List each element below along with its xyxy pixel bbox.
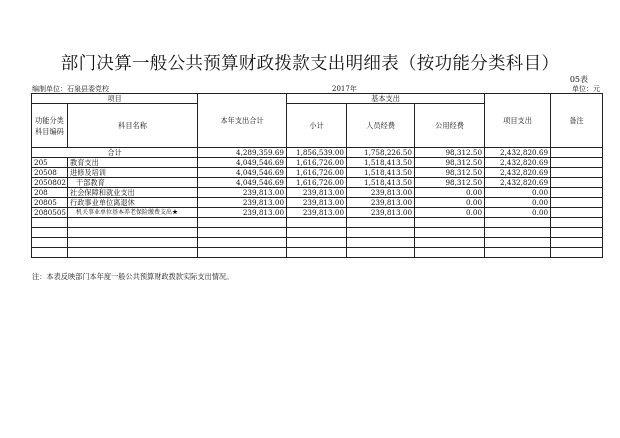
cell-personnel: 239,813.00 bbox=[347, 208, 415, 218]
empty-cell bbox=[551, 248, 603, 258]
empty-cell bbox=[68, 228, 198, 238]
cell-total: 4,049,546.69 bbox=[198, 168, 287, 178]
cell-project: 2,432,820.69 bbox=[485, 148, 551, 158]
empty-row bbox=[32, 228, 603, 238]
cell-name: 机关事业单位基本养老保险缴费支出★ bbox=[68, 208, 198, 218]
cell-personnel: 239,813.00 bbox=[347, 198, 415, 208]
empty-cell bbox=[68, 218, 198, 228]
cell-subtotal: 239,813.00 bbox=[287, 188, 347, 198]
empty-cell bbox=[287, 228, 347, 238]
empty-cell bbox=[198, 228, 287, 238]
table-row bbox=[32, 168, 603, 178]
cell-personnel: 1,518,413.50 bbox=[347, 158, 415, 168]
empty-cell bbox=[347, 218, 415, 228]
cell-personnel: 1,518,413.50 bbox=[347, 168, 415, 178]
empty-cell bbox=[198, 218, 287, 228]
cell-remarks bbox=[551, 148, 603, 158]
table-row bbox=[32, 198, 603, 208]
cell-total: 4,289,359.69 bbox=[198, 148, 287, 158]
cell-code: 205 bbox=[32, 158, 68, 168]
cell-name: 干部教育 bbox=[68, 178, 198, 188]
header-subtotal: 小计 bbox=[287, 104, 347, 148]
empty-cell bbox=[551, 238, 603, 248]
empty-cell bbox=[287, 218, 347, 228]
header-remarks: 备注 bbox=[551, 94, 603, 148]
cell-subtotal: 1,856,539.00 bbox=[287, 148, 347, 158]
reporting-unit: 编制单位：石泉县委党校 bbox=[32, 85, 109, 93]
empty-cell bbox=[415, 228, 485, 238]
cell-subtotal: 1,616,726.00 bbox=[287, 178, 347, 188]
empty-cell bbox=[198, 248, 287, 258]
empty-row bbox=[32, 238, 603, 248]
cell-name: 行政事业单位离退休 bbox=[68, 198, 198, 208]
empty-cell bbox=[32, 238, 68, 248]
empty-cell bbox=[347, 228, 415, 238]
cell-remarks bbox=[551, 188, 603, 198]
footnote: 注：本表反映部门本年度一般公共预算财政拨款实际支出情况。 bbox=[32, 272, 234, 281]
cell-public: 0.00 bbox=[415, 208, 485, 218]
table-row bbox=[32, 188, 603, 198]
cell-code: 2050802 bbox=[32, 178, 68, 188]
empty-cell bbox=[347, 248, 415, 258]
empty-cell bbox=[485, 218, 551, 228]
cell-total: 239,813.00 bbox=[198, 198, 287, 208]
empty-row bbox=[32, 218, 603, 228]
header-public: 公用经费 bbox=[415, 104, 485, 148]
cell-remarks bbox=[551, 168, 603, 178]
cell-project: 2,432,820.69 bbox=[485, 178, 551, 188]
cell-code: 20805 bbox=[32, 198, 68, 208]
empty-cell bbox=[32, 228, 68, 238]
cell-code: 20508 bbox=[32, 168, 68, 178]
cell-name: 教育支出 bbox=[68, 158, 198, 168]
empty-cell bbox=[485, 238, 551, 248]
cell-remarks bbox=[551, 208, 603, 218]
cell-public: 98,312.50 bbox=[415, 168, 485, 178]
empty-cell bbox=[485, 228, 551, 238]
empty-cell bbox=[415, 238, 485, 248]
empty-cell bbox=[32, 248, 68, 258]
cell-remarks bbox=[551, 158, 603, 168]
empty-cell bbox=[485, 248, 551, 258]
empty-cell bbox=[287, 238, 347, 248]
table-row bbox=[32, 158, 603, 168]
cell-public: 98,312.50 bbox=[415, 148, 485, 158]
header-total: 本年支出合计 bbox=[198, 94, 287, 148]
empty-cell bbox=[68, 238, 198, 248]
header-basic-expense: 基本支出 bbox=[287, 94, 485, 104]
cell-public: 98,312.50 bbox=[415, 178, 485, 188]
cell-code: 208 bbox=[32, 188, 68, 198]
empty-cell bbox=[551, 218, 603, 228]
cell-public: 0.00 bbox=[415, 198, 485, 208]
cell-name: 进修及培训 bbox=[68, 168, 198, 178]
total-row bbox=[32, 148, 603, 158]
report-title: 部门决算一般公共预算财政拨款支出明细表（按功能分类科目） bbox=[60, 54, 560, 74]
table-row bbox=[32, 178, 603, 188]
cell-total: 4,049,546.69 bbox=[198, 158, 287, 168]
cell-subtotal: 239,813.00 bbox=[287, 208, 347, 218]
cell-project: 0.00 bbox=[485, 188, 551, 198]
table-body bbox=[32, 148, 603, 258]
cell-personnel: 1,518,413.50 bbox=[347, 178, 415, 188]
currency-unit: 单位：元 bbox=[572, 85, 600, 93]
cell-name: 社会保障和就业支出 bbox=[68, 188, 198, 198]
empty-row bbox=[32, 248, 603, 258]
header-func-code: 功能分类科目编码 bbox=[32, 104, 68, 148]
cell-project: 2,432,820.69 bbox=[485, 168, 551, 178]
cell-project: 0.00 bbox=[485, 208, 551, 218]
empty-cell bbox=[68, 248, 198, 258]
cell-total: 4,049,546.69 bbox=[198, 178, 287, 188]
cell-project: 2,432,820.69 bbox=[485, 158, 551, 168]
empty-cell bbox=[198, 238, 287, 248]
report-year: 2017年 bbox=[332, 85, 357, 93]
form-code: 05表 bbox=[569, 75, 588, 84]
cell-subtotal: 239,813.00 bbox=[287, 198, 347, 208]
empty-cell bbox=[32, 218, 68, 228]
empty-cell bbox=[415, 218, 485, 228]
cell-name: 合计 bbox=[32, 148, 198, 158]
empty-cell bbox=[347, 238, 415, 248]
cell-personnel: 239,813.00 bbox=[347, 188, 415, 198]
cell-public: 0.00 bbox=[415, 188, 485, 198]
cell-code: 2080505 bbox=[32, 208, 68, 218]
empty-cell bbox=[551, 228, 603, 238]
header-project-group: 项目 bbox=[32, 94, 198, 104]
header-subject-name: 科目名称 bbox=[68, 104, 198, 148]
cell-total: 239,813.00 bbox=[198, 208, 287, 218]
empty-cell bbox=[415, 248, 485, 258]
table-row bbox=[32, 208, 603, 218]
header-personnel: 人员经费 bbox=[347, 104, 415, 148]
empty-cell bbox=[287, 248, 347, 258]
cell-subtotal: 1,616,726.00 bbox=[287, 168, 347, 178]
header-project-expense: 项目支出 bbox=[485, 94, 551, 148]
cell-project: 0.00 bbox=[485, 198, 551, 208]
cell-remarks bbox=[551, 198, 603, 208]
cell-personnel: 1,758,226.50 bbox=[347, 148, 415, 158]
cell-subtotal: 1,616,726.00 bbox=[287, 158, 347, 168]
cell-public: 98,312.50 bbox=[415, 158, 485, 168]
cell-total: 239,813.00 bbox=[198, 188, 287, 198]
expenditure-table bbox=[31, 93, 603, 258]
cell-remarks bbox=[551, 178, 603, 188]
